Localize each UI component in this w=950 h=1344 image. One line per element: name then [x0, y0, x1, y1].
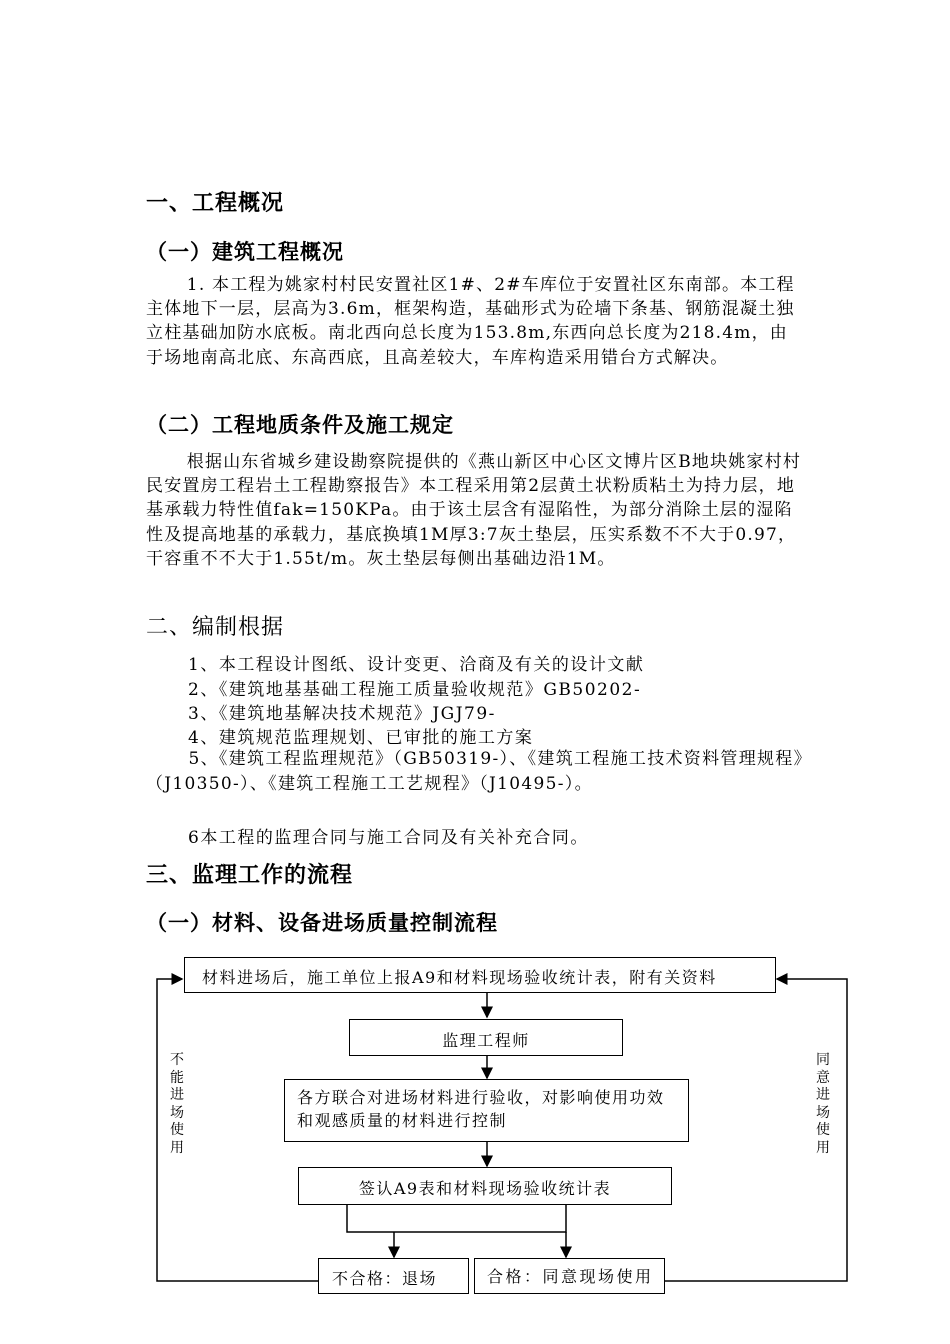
flow-step-sign-approve-text: 签认A9表和材料现场验收统计表	[358, 1179, 612, 1198]
split-connector	[347, 1205, 566, 1232]
subsection-title-building: （一）建筑工程概况	[146, 240, 344, 264]
basis-item-4: 4、建筑规范监理规划、已审批的施工方案	[188, 728, 534, 748]
flow-step-material-report	[184, 957, 776, 993]
flow-step-supervisor	[349, 1019, 623, 1056]
flow-step-joint-inspection	[284, 1079, 689, 1142]
basis-item-3: 3、《建筑地基解决技术规范》JGJ79-	[188, 704, 496, 724]
flow-step-material-report-text: 材料进场后，施工单位上报A9和材料现场验收统计表，附有关资料	[202, 968, 717, 987]
subsection-title-geology: （二）工程地质条件及施工规定	[146, 413, 454, 437]
basis-item-5: 5、《建筑工程监理规范》（GB50319-）、《建筑工程施工技术资料管理规程》（J10350-）、《建筑工程施工工艺规程》（J10495-）。	[146, 749, 804, 794]
flow-result-pass-text: 合格：同意现场使用	[487, 1267, 654, 1286]
flow-step-joint-inspection-text: 各方联合对进场材料进行验收，对影响使用功效和观感质量的材料进行控制	[297, 1088, 665, 1130]
basis-item-6: 6本工程的监理合同与施工合同及有关补充合同。	[188, 828, 589, 848]
section-title-process: 三、监理工作的流程	[146, 863, 354, 888]
flow-result-fail-text: 不合格：退场	[332, 1269, 438, 1288]
basis-item-1: 1、本工程设计图纸、设计变更、洽商及有关的设计文献	[188, 655, 645, 675]
subsection-title-material-flow: （一）材料、设备进场质量控制流程	[146, 911, 498, 935]
label-agree-enter: 同意进场使用	[816, 1052, 830, 1156]
flow-result-fail	[318, 1258, 469, 1294]
section-title-basis: 二、编制根据	[146, 615, 285, 640]
section-title-overview: 一、工程概况	[146, 191, 285, 216]
flow-result-pass	[474, 1258, 665, 1294]
basis-item-2: 2、《建筑地基基础工程施工质量验收规范》GB50202-	[188, 680, 642, 700]
building-overview-text: 1. 本工程为姚家村村民安置社区1#、2#车库位于安置社区东南部。本工程主体地下一层，层高为3.6m，框架构造，基础形式为砼墙下条基、钢筋混凝土独立柱基础加防水底板。南北西向总长度为153.8m,东西向总长度为218.4m，由于场地南高北底、东高西底，且高差较大，车库构造采用错台方式解决。	[146, 275, 795, 368]
flow-step-supervisor-text: 监理工程师	[442, 1031, 530, 1050]
geology-text: 根据山东省城乡建设勘察院提供的《燕山新区中心区文博片区B地块姚家村村民安置房工程岩土工程勘察报告》本工程采用第2层黄土状粉质粘土为持力层，地基承载力特性值fak=150KPa。由于该土层含有湿陷性，为部分消除土层的湿陷性及提高地基的承载力，基底换填1M厚3:7灰土垫层，压实系数不不大于0.97，干容重不不大于1.55t/m。灰土垫层每侧出基础边沿1M。	[146, 452, 802, 569]
flow-step-sign-approve	[298, 1167, 672, 1205]
label-cannot-enter: 不能进场使用	[170, 1052, 184, 1156]
